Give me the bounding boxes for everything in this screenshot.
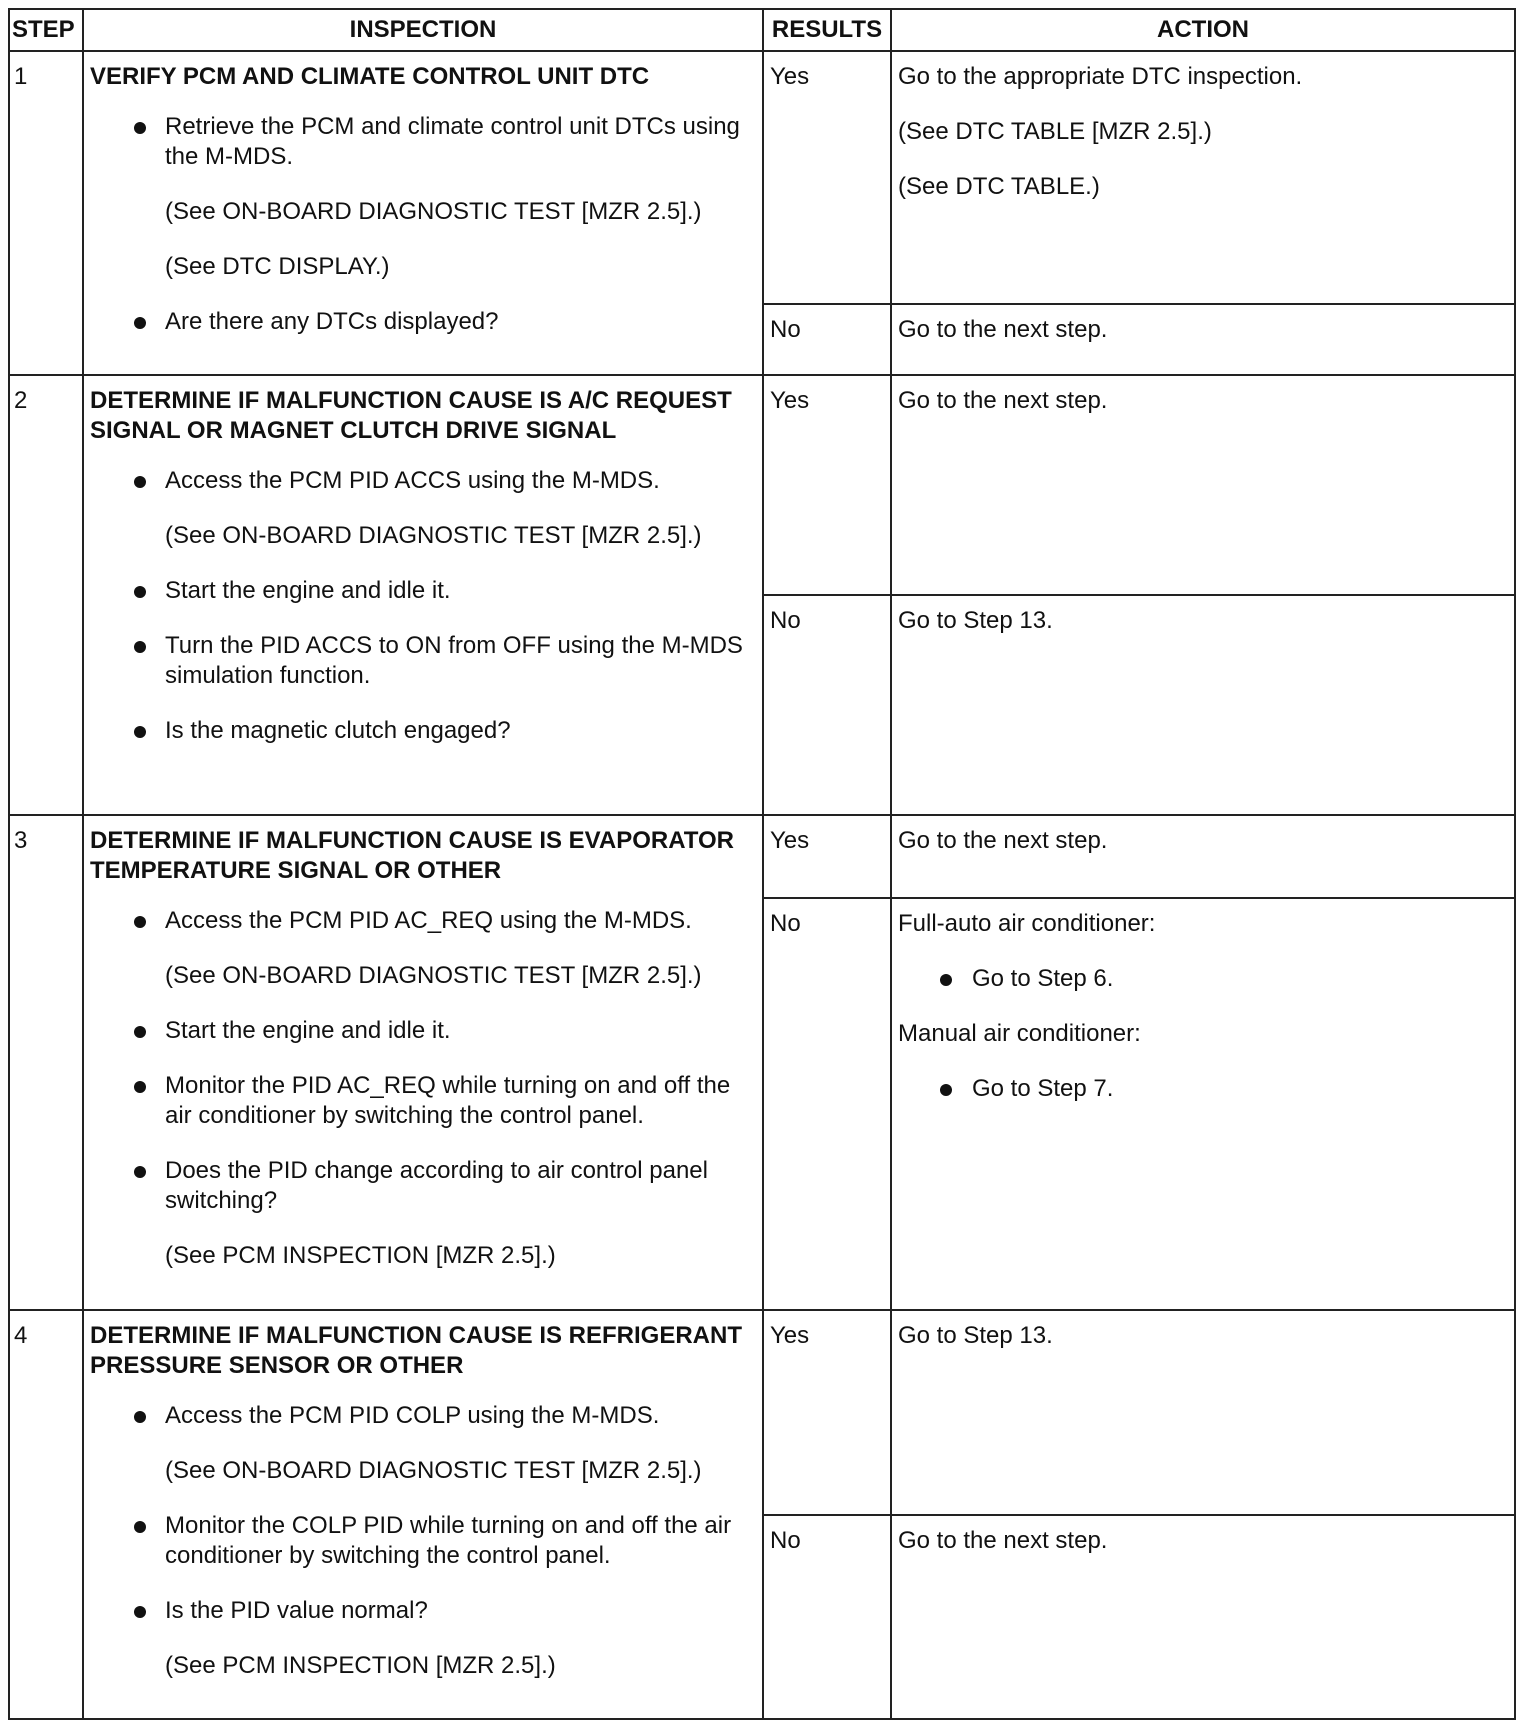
inspection-bullet: Access the PCM PID COLP using the M-MDS. bbox=[90, 1401, 754, 1431]
action-text: Go to the next step. bbox=[898, 1527, 1108, 1554]
inspection-bullet: Access the PCM PID AC_REQ using the M-MDS. bbox=[90, 906, 754, 936]
action-text: Full-auto air conditioner: bbox=[898, 910, 1156, 937]
result-yes: Yes bbox=[763, 815, 891, 898]
inspection-bullet: Monitor the PID AC_REQ while turning on and off the air conditioner by switching the control panel. bbox=[90, 1071, 754, 1131]
step-2-yes-row bbox=[9, 375, 1515, 595]
step-3-yes-row bbox=[9, 815, 1515, 898]
inspection-reference: (See ON-BOARD DIAGNOSTIC TEST [MZR 2.5].) bbox=[165, 1457, 702, 1484]
inspection-reference: (See DTC DISPLAY.) bbox=[165, 253, 390, 280]
step-1-inspection bbox=[83, 51, 763, 375]
inspection-bullet: Monitor the COLP PID while turning on and off the air conditioner by switching the control panel. bbox=[90, 1511, 754, 1571]
inspection-bullet: Turn the PID ACCS to ON from OFF using the M-MDS simulation function. bbox=[90, 631, 754, 691]
action-yes bbox=[891, 815, 1515, 898]
action-text: Go to the appropriate DTC inspection. bbox=[898, 63, 1303, 90]
inspection-bullet: Is the magnetic clutch engaged? bbox=[90, 716, 754, 746]
step-number: 4 bbox=[9, 1310, 83, 1719]
header-row bbox=[9, 9, 1515, 51]
header-action: ACTION bbox=[891, 9, 1515, 51]
step-1-yes-row bbox=[9, 51, 1515, 304]
step-4-inspection bbox=[83, 1310, 763, 1719]
step-4-yes-row bbox=[9, 1310, 1515, 1515]
inspection-reference: (See ON-BOARD DIAGNOSTIC TEST [MZR 2.5].) bbox=[165, 198, 702, 225]
action-yes bbox=[891, 375, 1515, 595]
action-yes bbox=[891, 1310, 1515, 1515]
result-no: No bbox=[763, 1515, 891, 1719]
action-yes bbox=[891, 51, 1515, 304]
action-bullet: Go to Step 7. bbox=[898, 1074, 1508, 1104]
step-title: DETERMINE IF MALFUNCTION CAUSE IS A/C REQUEST SIGNAL OR MAGNET CLUTCH DRIVE SIGNAL bbox=[90, 387, 732, 444]
inspection-bullet: Start the engine and idle it. bbox=[90, 1016, 754, 1046]
result-no: No bbox=[763, 898, 891, 1310]
header-step: STEP bbox=[9, 9, 83, 51]
inspection-bullet: Does the PID change according to air control panel switching? bbox=[90, 1156, 754, 1216]
action-text: Go to the next step. bbox=[898, 827, 1108, 854]
inspection-bullet: Start the engine and idle it. bbox=[90, 576, 754, 606]
inspection-reference: (See ON-BOARD DIAGNOSTIC TEST [MZR 2.5].) bbox=[165, 522, 702, 549]
inspection-bullet: Access the PCM PID ACCS using the M-MDS. bbox=[90, 466, 754, 496]
result-yes: Yes bbox=[763, 1310, 891, 1515]
step-number: 3 bbox=[9, 815, 83, 1310]
header-inspection: INSPECTION bbox=[83, 9, 763, 51]
inspection-bullet: Is the PID value normal? bbox=[90, 1596, 754, 1626]
step-3-inspection bbox=[83, 815, 763, 1310]
action-text: Go to Step 13. bbox=[898, 1322, 1053, 1349]
inspection-bullet: Retrieve the PCM and climate control unit DTCs using the M-MDS. bbox=[90, 112, 754, 172]
step-title: VERIFY PCM AND CLIMATE CONTROL UNIT DTC bbox=[90, 63, 650, 90]
action-reference: (See DTC TABLE [MZR 2.5].) bbox=[898, 118, 1212, 145]
inspection-reference: (See PCM INSPECTION [MZR 2.5].) bbox=[165, 1242, 556, 1269]
action-reference: (See DTC TABLE.) bbox=[898, 173, 1100, 200]
result-yes: Yes bbox=[763, 375, 891, 595]
result-no: No bbox=[763, 595, 891, 815]
action-text: Go to the next step. bbox=[898, 316, 1108, 343]
result-no: No bbox=[763, 304, 891, 375]
inspection-reference: (See PCM INSPECTION [MZR 2.5].) bbox=[165, 1652, 556, 1679]
inspection-bullet: Are there any DTCs displayed? bbox=[90, 307, 754, 337]
action-text: Manual air conditioner: bbox=[898, 1020, 1141, 1047]
action-bullet: Go to Step 6. bbox=[898, 964, 1508, 994]
action-no bbox=[891, 1515, 1515, 1719]
result-yes: Yes bbox=[763, 51, 891, 304]
step-number: 1 bbox=[9, 51, 83, 375]
diagnostic-table bbox=[8, 8, 1516, 1720]
header-results: RESULTS bbox=[763, 9, 891, 51]
action-no bbox=[891, 304, 1515, 375]
step-number: 2 bbox=[9, 375, 83, 815]
action-no bbox=[891, 898, 1515, 1310]
action-text: Go to Step 13. bbox=[898, 607, 1053, 634]
step-title: DETERMINE IF MALFUNCTION CAUSE IS EVAPORATOR TEMPERATURE SIGNAL OR OTHER bbox=[90, 827, 735, 884]
step-2-inspection bbox=[83, 375, 763, 815]
action-no bbox=[891, 595, 1515, 815]
inspection-reference: (See ON-BOARD DIAGNOSTIC TEST [MZR 2.5].) bbox=[165, 962, 702, 989]
step-title: DETERMINE IF MALFUNCTION CAUSE IS REFRIGERANT PRESSURE SENSOR OR OTHER bbox=[90, 1322, 742, 1379]
action-text: Go to the next step. bbox=[898, 387, 1108, 414]
